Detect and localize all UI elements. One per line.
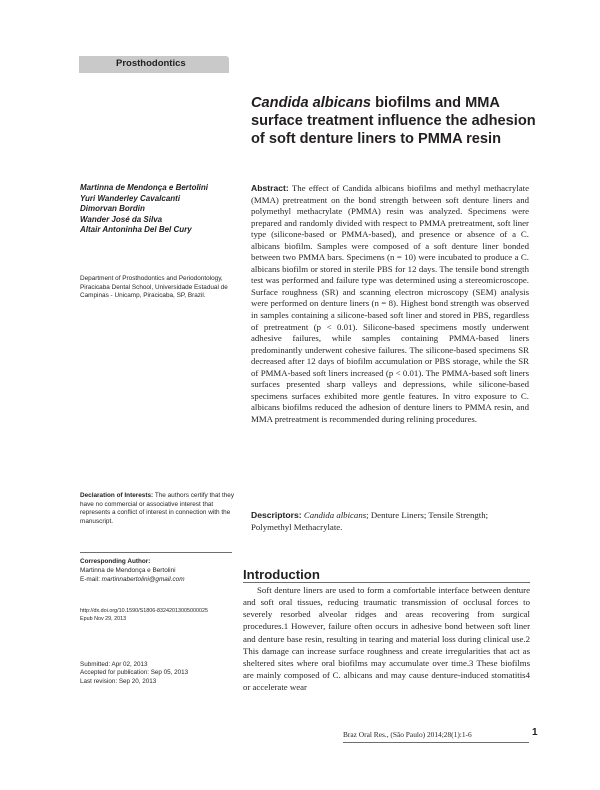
- email-link[interactable]: martinnabertolini@gmail.com: [101, 575, 185, 583]
- descriptors-label: Descriptors:: [251, 510, 302, 520]
- introduction-heading: Introduction: [243, 567, 320, 582]
- introduction-text: Soft denture liners are used to form a comfortable interface between denture and soft oral tissues, reducing traumatic transmission of occlusal forces to severely resorbed alveolar ridges and areas recovering from surgical procedures.1 However, failure often occurs in adhesive bond between soft liner and denture base resin, resulting in tearing and material loss during clinical use.2 This damage can increase surface roughness and create irregularities that act as sheltered sites where oral biofilms may accumulate over time.3 These biofilms are mainly composed of C. albicans and may cause denture-induced stomatitis4 or accelerate wear: [243, 585, 530, 693]
- author-name: Wander José da Silva: [80, 214, 163, 224]
- declaration-of-interests: [80, 492, 238, 527]
- accepted-date: Accepted for publication: Sep 05, 2013: [80, 669, 189, 677]
- article-title: [251, 94, 551, 149]
- declaration-text: The authors certify that they have no commercial or associative interest that represents a conflict of interest in connection with the manuscript.: [80, 492, 235, 526]
- descriptor-item: Denture Liners: [370, 510, 424, 520]
- corresponding-name: Martinna de Mendonça e Bertolini: [80, 566, 176, 574]
- author-name: Yuri Wanderley Cavalcanti: [80, 193, 181, 203]
- descriptor-item: Candida albicans: [303, 510, 367, 520]
- corresponding-label: Corresponding Author:: [80, 558, 151, 565]
- abstract-label: Abstract:: [251, 183, 289, 193]
- title-rest: biofilms and MMA surface treatment influence the adhesion of soft denture liners to PMMA resin: [251, 95, 536, 148]
- author-list: [80, 183, 250, 236]
- abstract: [251, 183, 529, 425]
- divider: [343, 742, 529, 743]
- author-name: Martinna de Mendonça e Bertolini: [80, 183, 209, 192]
- descriptor-item: Tensile Strength: [428, 510, 486, 520]
- revision-date: Last revision: Sep 20, 2013: [80, 677, 157, 685]
- section-tab: [79, 56, 229, 73]
- descriptors: Descriptors: Candida albicans; Denture Liners; Tensile Strength; Polymethyl Methacrylate.: [251, 510, 489, 532]
- section-label: Prosthodontics: [116, 58, 186, 69]
- affiliation: Department of Prosthodontics and Periodontology, Piracicaba Dental School, Universidade Estadual de Campinas - Unicamp, Piracicaba, SP, Brazil.: [80, 275, 228, 300]
- corresponding-author: [80, 558, 250, 584]
- submitted-date: Submitted: Apr 02, 2013: [80, 661, 148, 668]
- doi-block: [80, 608, 255, 623]
- divider: [80, 552, 232, 553]
- author-name: Altair Antoninha Del Bel Cury: [80, 225, 192, 235]
- submission-dates: [80, 661, 250, 686]
- page-number: 1: [532, 727, 538, 738]
- epub-date: Epub Nov 29, 2013: [80, 615, 127, 622]
- descriptor-item: Polymethyl Methacrylate.: [251, 521, 343, 532]
- divider: [243, 582, 530, 583]
- abstract-text: The effect of Candida albicans biofilms and methyl methacrylate (MMA) pretreatment on the bond strength between soft denture liners and polymethyl methacrylate (PMMA) resin was analyzed. Specimens were prepared and randomly divided with respect to PMMA pretreatment, soft liner type (silicone-based or PMMA-based), and presence or absence of a C. albicans biofilm. Samples were composed of a soft denture liner bonded between two PMMA bars. Specimens (n = 10) were incubated to produce a C. albicans biofilm or stored in sterile PBS for 12 days. The tensile bond strength test was performed and failure type was determined using a stereomicroscope. Surface roughness (SR) and scanning electron microscopy (SEM) analysis were performed on denture liners (n = 8). Highest bond strength was observed in samples containing a silicone-based soft liner and stored in PBS, regardless of pretreatment (p < 0.01). Silicone-based specimens mostly underwent adhesive failures, while samples containing PMMA-based liners predominantly underwent cohesive failures. The silicone-based specimens SR decreased after 12 days of biofilm accumulation or PBS storage, while the SR of PMMA-based soft liners increased (p < 0.01). The PMMA-based soft liners surfaces presented sharp valleys and depressions, while silicone-based specimens surfaces exhibited more gentle features. In vitro exposure to C. albicans biofilms reduced the adhesion of denture liners to PMMA resin, and MMA pretreatment is recommended during relining procedures.: [251, 183, 529, 424]
- journal-citation: Braz Oral Res., (São Paulo) 2014;28(1):1-6: [343, 730, 472, 739]
- email-label: E-mail:: [80, 575, 100, 583]
- title-organism: Candida albicans: [251, 95, 372, 111]
- declaration-label: Declaration of Interests:: [80, 492, 154, 499]
- author-name: Dimorvan Bordin: [80, 204, 145, 214]
- doi-link[interactable]: http://dx.doi.org/10.1590/S1806-83242013005000025: [80, 608, 208, 614]
